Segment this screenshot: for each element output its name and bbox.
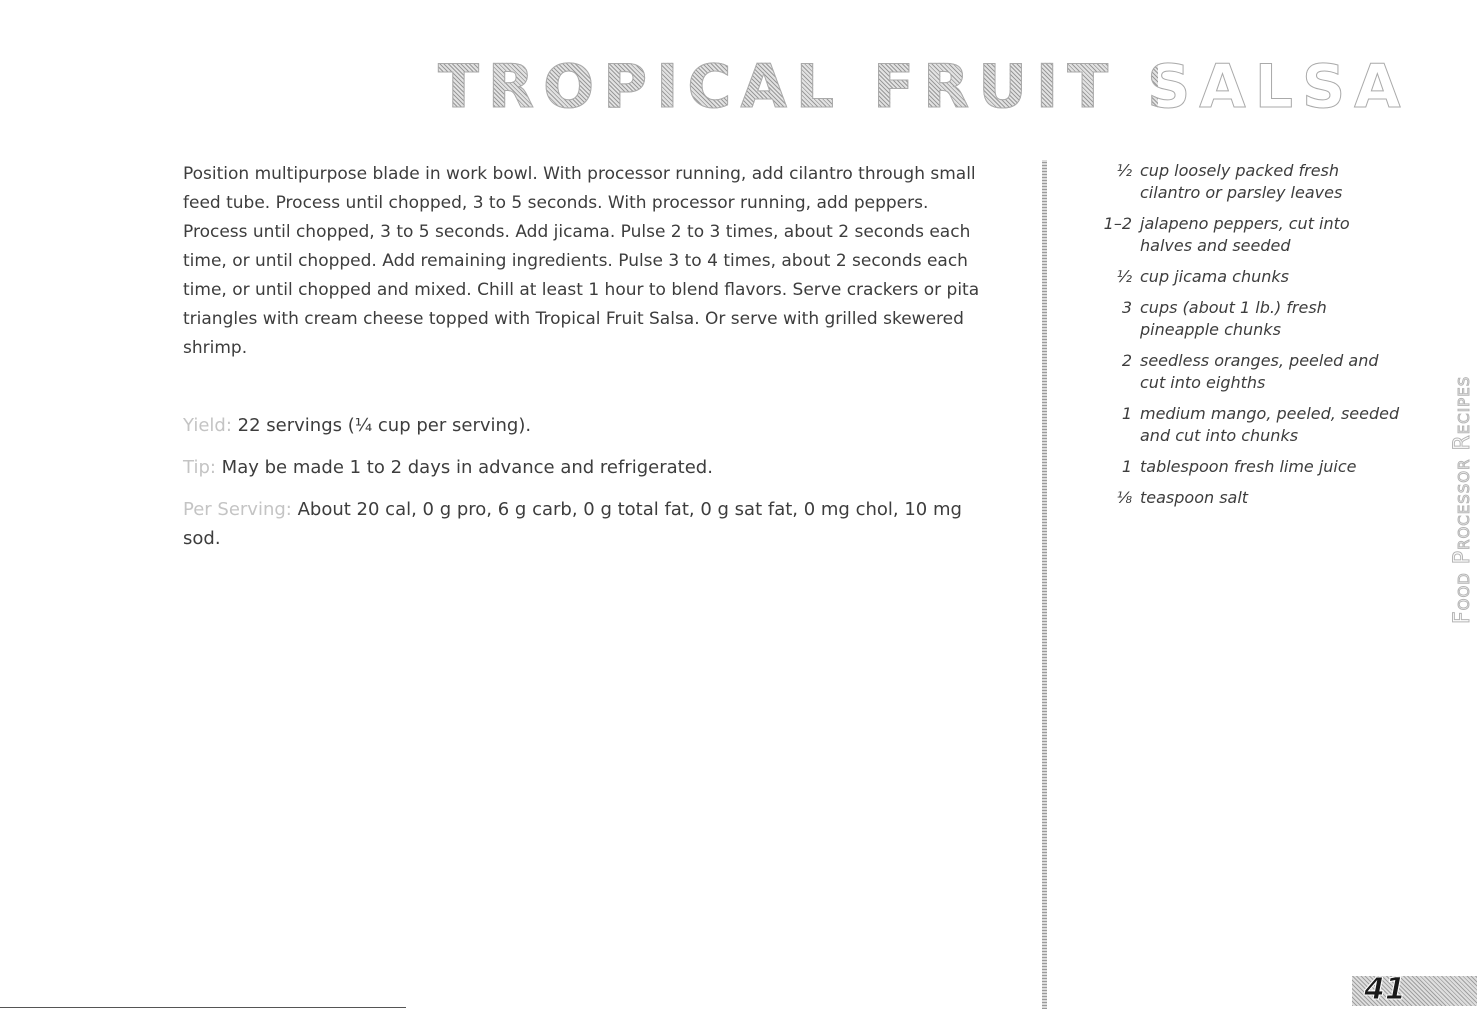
ingredient-text: cup jicama chunks (1140, 267, 1289, 286)
ingredient-quantity: 1 (1121, 457, 1132, 476)
per-serving-text: About 20 cal, 0 g pro, 6 g carb, 0 g total fat, 0 g sat fat, 0 mg chol, 10 mg sod. (183, 499, 962, 549)
ingredient-quantity: 1 (1121, 404, 1132, 423)
ingredient-quantity: ⅛ (1116, 488, 1132, 507)
per-serving-note (183, 495, 1003, 553)
section-side-label (1430, 375, 1475, 624)
ingredient-text: medium mango, peeled, seeded and cut into chunks (1140, 404, 1400, 445)
tip-label: Tip: (183, 457, 216, 478)
title-block (438, 52, 1410, 126)
ingredient-text: tablespoon fresh lime juice (1140, 457, 1357, 476)
ingredient-item (1080, 213, 1400, 257)
ingredient-quantity: 2 (1121, 351, 1132, 370)
ingredient-item (1080, 297, 1400, 341)
ingredient-text: cups (about 1 lb.) fresh pineapple chunks (1140, 298, 1327, 339)
ingredient-item (1080, 456, 1400, 478)
page-number-tab (1352, 972, 1477, 1007)
ingredient-item (1080, 350, 1400, 394)
ingredient-quantity: 1–2 (1103, 214, 1132, 233)
ingredient-item (1080, 266, 1400, 288)
recipe-instructions: Position multipurpose blade in work bowl. With processor running, add cilantro through small feed tube. Process until chopped, 3 to 5 seconds. With processor running, add peppers. Process until chopped, 3 to 5 seconds. Add jicama. Pulse 2 to 3 times, about 2 seconds each time, or until chopped. Add remaining ingredients. Pulse 3 to 4 times, about 2 seconds each time, or until chopped and mixed. Chill at least 1 hour to blend flavors. Serve crackers or pita triangles with cream cheese topped with Tropical Fruit Salsa. Or serve with grilled skewered shrimp. (183, 164, 980, 358)
ingredient-list (1080, 160, 1400, 518)
ingredient-text: teaspoon salt (1140, 488, 1249, 507)
section-side-label-text: Food Processor Recipes (1450, 375, 1475, 624)
tip-text: May be made 1 to 2 days in advance and refrigerated. (221, 457, 713, 478)
ingredient-item (1080, 403, 1400, 447)
tip-note (183, 453, 1003, 482)
yield-label: Yield: (183, 415, 232, 436)
ingredient-quantity: ½ (1116, 267, 1132, 286)
per-serving-label: Per Serving: (183, 499, 292, 520)
yield-note (183, 411, 1003, 440)
yield-text: 22 servings (¼ cup per serving). (237, 415, 532, 436)
recipe-title: TROPICAL FRUIT SALSA (438, 52, 1410, 122)
ingredient-text: cup loosely packed fresh cilantro or parsley leaves (1140, 161, 1343, 202)
ingredient-quantity: 3 (1121, 298, 1132, 317)
ingredient-text: seedless oranges, peeled and cut into eighths (1140, 351, 1379, 392)
footer-rule (0, 1007, 406, 1008)
column-divider (1042, 160, 1047, 1009)
ingredient-text: jalapeno peppers, cut into halves and seeded (1140, 214, 1350, 255)
ingredient-item (1080, 160, 1400, 204)
page-number: 41 (1364, 972, 1406, 1007)
ingredient-item (1080, 487, 1400, 509)
ingredient-quantity: ½ (1116, 161, 1132, 180)
